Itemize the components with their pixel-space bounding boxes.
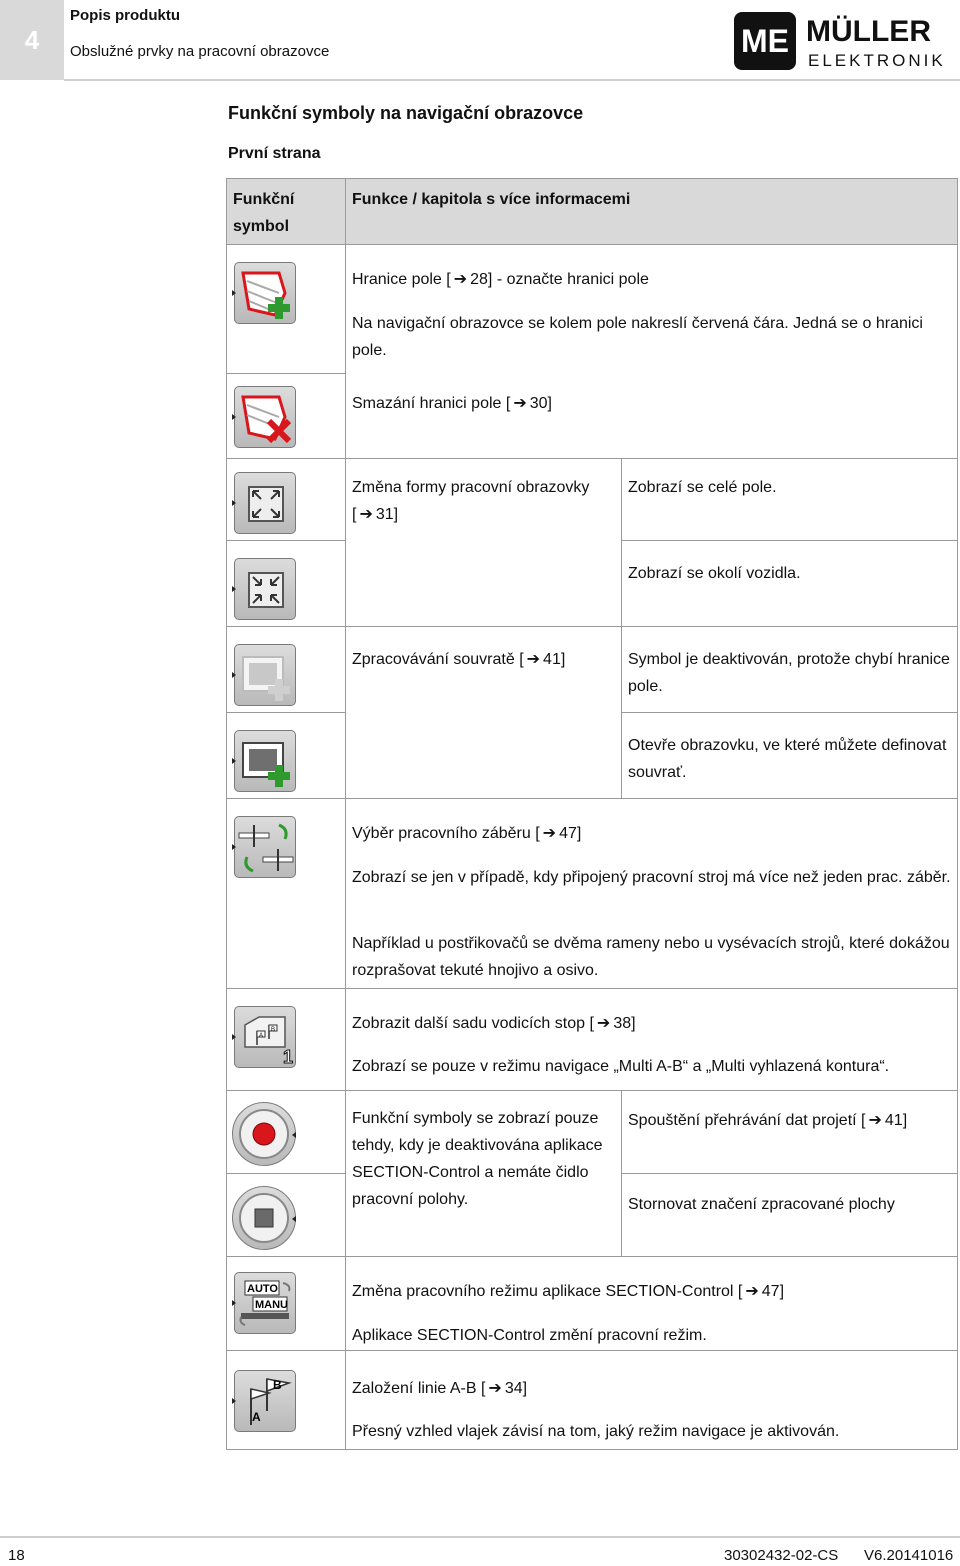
page-subheading: První strana bbox=[228, 145, 321, 162]
field-boundary-delete-icon bbox=[234, 386, 296, 448]
header-divider bbox=[64, 79, 960, 81]
row-screen-form-title: Změna formy pracovní obrazovky [ ➔ 31] bbox=[352, 479, 590, 523]
row-guidance-set-title: Zobrazit další sadu vodicích stop [ ➔ 38] bbox=[352, 1015, 636, 1032]
row-ab-line-title: Založení linie A-B [ ➔ 34] bbox=[352, 1380, 528, 1397]
svg-text:1: 1 bbox=[283, 1047, 294, 1067]
row-field-boundary-desc: Na navigační obrazovce se kolem pole nakreslí červená čára. Jedná se o hranici pole. bbox=[352, 315, 923, 359]
chapter-number: 4 bbox=[0, 0, 64, 80]
section-title: Obslužné prvky na pracovní obrazovce bbox=[70, 43, 330, 60]
svg-text:A: A bbox=[259, 1033, 264, 1039]
page-number: 18 bbox=[8, 1547, 25, 1564]
row-headland-title: Zpracovávání souvratě [ ➔ 41] bbox=[352, 651, 566, 668]
page-heading: Funkční symboly na navigační obrazovce bbox=[228, 103, 584, 123]
svg-text:MÜLLER: MÜLLER bbox=[806, 15, 931, 48]
record-start-icon bbox=[232, 1102, 296, 1166]
record-stop-icon bbox=[232, 1186, 296, 1250]
row-ab-line-desc: Přesný vzhled vlajek závisí na tom, jaký režim navigace je aktivován. bbox=[352, 1423, 840, 1440]
svg-text:ME: ME bbox=[741, 23, 789, 59]
guidance-set-icon bbox=[234, 1006, 296, 1068]
field-boundary-add-icon bbox=[234, 262, 296, 324]
working-width-switch-icon bbox=[234, 816, 296, 878]
svg-text:B: B bbox=[271, 1027, 276, 1033]
function-symbols-table bbox=[226, 178, 958, 1450]
svg-text:MANU: MANU bbox=[255, 1299, 288, 1311]
row-recording-start-title: Spouštění přehrávání dat projetí [ ➔ 41] bbox=[628, 1112, 908, 1129]
zoom-vehicle-icon bbox=[234, 558, 296, 620]
row-recording-note: Funkční symboly se zobrazí pouze tehdy, kdy je deaktivována aplikace SECTION-Control a nemáte čidlo pracovní polohy. bbox=[352, 1110, 603, 1208]
svg-text:ELEKTRONIK: ELEKTRONIK bbox=[808, 51, 946, 70]
row-working-width-desc1: Zobrazí se jen v případě, kdy připojený pracovní stroj má více než jeden prac. záběr. bbox=[352, 869, 951, 886]
document-number: 30302432-02-CS bbox=[724, 1547, 839, 1564]
row-field-boundary-title: Hranice pole [ ➔ 28] - označte hranici pole bbox=[352, 271, 649, 288]
ab-line-icon bbox=[234, 1370, 296, 1432]
row-recording-stop-title: Stornovat značení zpracované plochy bbox=[628, 1196, 895, 1213]
column-header-function: Funkce / kapitola s více informacemi bbox=[352, 191, 631, 208]
zoom-field-icon bbox=[234, 472, 296, 534]
svg-text:A: A bbox=[252, 1410, 261, 1424]
mueller-elektronik-logo bbox=[732, 10, 952, 72]
chapter-title: Popis produktu bbox=[70, 7, 180, 24]
row-delete-boundary-title: Smazání hranici pole [ ➔ 30] bbox=[352, 395, 552, 412]
document-version: V6.20141016 bbox=[864, 1547, 954, 1564]
row-screen-form-whole-field: Zobrazí se celé pole. bbox=[628, 479, 777, 496]
auto-manu-icon bbox=[234, 1272, 296, 1334]
row-screen-form-vehicle-area: Zobrazí se okolí vozidla. bbox=[628, 565, 801, 582]
row-working-width-desc2: Například u postřikovačů se dvěma rameny nebo u vysévacích strojů, které dokážou rozprašovat tekuté hnojivo a osivo. bbox=[352, 935, 950, 979]
svg-text:AUTO: AUTO bbox=[247, 1283, 278, 1295]
row-headland-define-desc: Otevře obrazovku, ve které můžete definovat souvrať. bbox=[628, 737, 947, 781]
footer-divider bbox=[0, 1536, 960, 1538]
row-headland-disabled-desc: Symbol je deaktivován, protože chybí hranice pole. bbox=[628, 651, 950, 695]
row-section-control-desc: Aplikace SECTION-Control změní pracovní režim. bbox=[352, 1327, 707, 1344]
row-guidance-set-desc: Zobrazí se pouze v režimu navigace „Multi A-B“ a „Multi vyhlazená kontura“. bbox=[352, 1058, 890, 1075]
svg-text:B: B bbox=[273, 1378, 282, 1392]
headland-disabled-icon bbox=[234, 644, 296, 706]
headland-add-icon bbox=[234, 730, 296, 792]
row-working-width-title: Výběr pracovního záběru [ ➔ 47] bbox=[352, 825, 582, 842]
column-header-symbol: Funkční symbol bbox=[233, 191, 295, 235]
row-section-control-title: Změna pracovního režimu aplikace SECTION-Control [ ➔ 47] bbox=[352, 1283, 785, 1300]
